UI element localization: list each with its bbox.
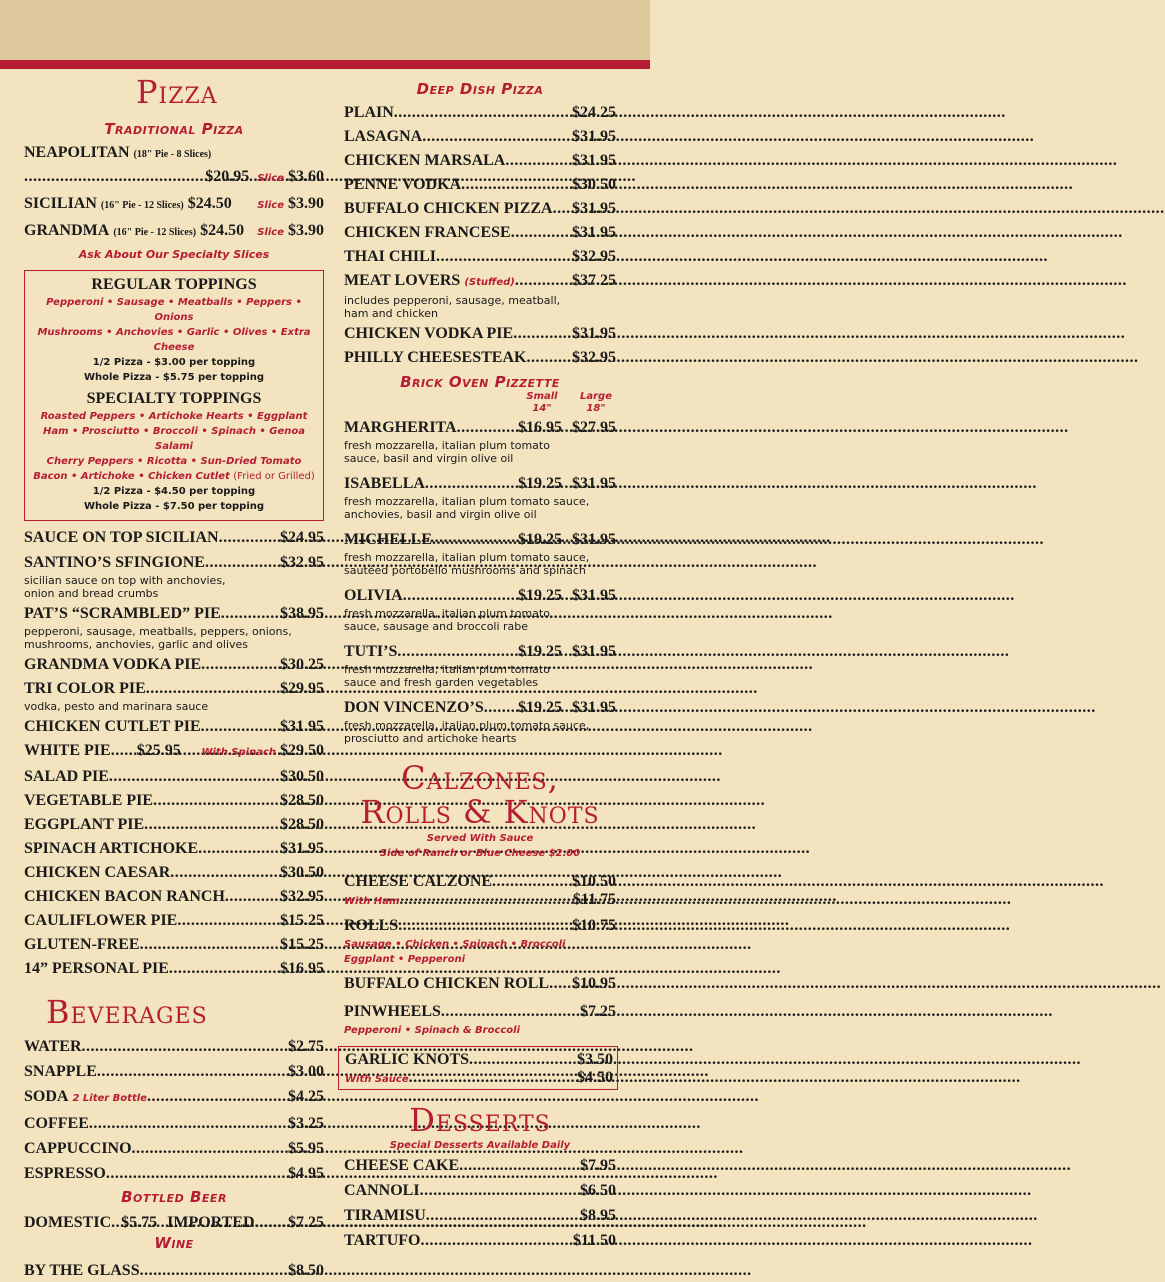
list-item bbox=[24, 958, 324, 980]
beverages-title: Beverages bbox=[46, 993, 208, 1031]
list-item bbox=[24, 678, 324, 713]
item-desc: fresh mozzarella, italian plum tomato sauce, sautéed portobello mushrooms and spinach bbox=[344, 551, 590, 577]
small-price: $19.25 bbox=[518, 587, 562, 604]
large-price: $31.95 bbox=[572, 643, 616, 660]
slice-price: $3.90 bbox=[288, 222, 324, 239]
large-label: Large bbox=[580, 391, 612, 402]
item-name: CHEESE CAKE bbox=[344, 1157, 460, 1174]
item-price: $11.50 bbox=[572, 1232, 616, 1249]
desserts-title: Desserts bbox=[409, 1101, 551, 1139]
large-size-header bbox=[576, 391, 616, 415]
wine-title: Wine bbox=[154, 1234, 194, 1252]
item-name: PHILLY CHEESESTEAK bbox=[344, 349, 527, 366]
specialty-toppings-title: SPECIALTY TOPPINGS bbox=[86, 390, 262, 407]
pizza-title: Pizza bbox=[136, 73, 218, 111]
list-item bbox=[344, 585, 616, 633]
list-item bbox=[24, 603, 324, 651]
item-name: SAUCE ON TOP SICILIAN bbox=[24, 529, 219, 546]
item-desc: fresh mozzarella, italian plum tomato sauce, basil and virgin olive oil bbox=[344, 439, 550, 465]
item-price: $7.25 bbox=[580, 1003, 616, 1020]
item-name: GRANDMA VODKA PIE bbox=[24, 656, 202, 673]
soda-item bbox=[24, 1086, 324, 1110]
specialty-whole-price: Whole Pizza - $7.50 per topping bbox=[83, 501, 265, 512]
item-price: $32.95 bbox=[572, 248, 616, 265]
desserts-note: Special Desserts Available Daily bbox=[389, 1140, 571, 1151]
item-name: WHITE PIE bbox=[24, 742, 111, 759]
list-item bbox=[24, 862, 324, 884]
list-item bbox=[344, 174, 616, 196]
item-price: $3.25 bbox=[288, 1115, 324, 1132]
list-item bbox=[344, 323, 616, 345]
item-desc: pepperoni, sausage, meatballs, peppers, onions, mushrooms, anchovies, garlic and olives bbox=[24, 625, 292, 651]
list-item bbox=[24, 1061, 324, 1083]
item-name: WATER bbox=[24, 1038, 82, 1055]
item-price: $32.95 bbox=[280, 888, 324, 905]
regular-toppings-title: REGULAR TOPPINGS bbox=[91, 276, 257, 293]
item-name: BUFFALO CHICKEN ROLL bbox=[344, 975, 550, 992]
item-name: TARTUFO bbox=[344, 1232, 421, 1249]
item-price: $15.25 bbox=[280, 936, 324, 953]
item-price: $2.75 bbox=[288, 1038, 324, 1055]
specialty-toppings-line bbox=[29, 469, 319, 484]
list-item bbox=[24, 814, 324, 836]
toppings-box bbox=[24, 270, 324, 521]
item-name: DON VINCENZO’S bbox=[344, 699, 484, 716]
item-name: MEAT LOVERS bbox=[344, 272, 461, 289]
item-price: $24.50 bbox=[187, 195, 232, 212]
imported-price: $7.25 bbox=[288, 1214, 324, 1231]
toppings-note: (Fried or Grilled) bbox=[233, 471, 315, 482]
item-price: $31.95 bbox=[572, 152, 616, 169]
list-item bbox=[24, 716, 324, 738]
slice-price: $3.60 bbox=[288, 168, 324, 185]
specialty-toppings-line: Ham • Prosciutto • Broccoli • Spinach • Genoa Salami bbox=[42, 426, 306, 452]
right-column bbox=[344, 80, 616, 1255]
grandma-item bbox=[24, 220, 324, 244]
slice-label: Slice bbox=[257, 173, 284, 184]
large-price: $31.95 bbox=[572, 475, 616, 492]
calzones-title-line1: Calzones, bbox=[401, 759, 559, 797]
item-name: SODA bbox=[24, 1088, 69, 1105]
list-item bbox=[24, 552, 324, 600]
list-item bbox=[24, 838, 324, 860]
item-price: $31.95 bbox=[572, 200, 616, 217]
pinwheels-item bbox=[344, 1001, 616, 1038]
item-name: COFFEE bbox=[24, 1115, 89, 1132]
item-name: THAI CHILI bbox=[344, 248, 437, 265]
list-item bbox=[344, 102, 616, 124]
item-name: CHICKEN VODKA PIE bbox=[344, 325, 514, 342]
item-price: $32.95 bbox=[572, 349, 616, 366]
item-name: TRI COLOR PIE bbox=[24, 680, 146, 697]
regular-toppings-line: Mushrooms • Anchovies • Garlic • Olives • Extra Cheese bbox=[37, 327, 311, 353]
item-price: $4.95 bbox=[288, 1165, 324, 1182]
item-price: $3.00 bbox=[288, 1063, 324, 1080]
domestic-price: $5.75 bbox=[121, 1214, 158, 1231]
item-price: $30.50 bbox=[280, 768, 324, 785]
item-name: PAT’S “SCRAMBLED” PIE bbox=[24, 605, 221, 622]
item-desc: fresh mozzarella, italian plum tomato sauce, sausage and broccoli rabe bbox=[344, 607, 550, 633]
pizzette-title: Brick Oven Pizzette bbox=[400, 373, 560, 391]
list-item bbox=[344, 417, 616, 465]
item-name: CHICKEN CAESAR bbox=[24, 864, 171, 881]
small-price: $19.25 bbox=[518, 475, 562, 492]
item-price: $37.25 bbox=[572, 272, 616, 289]
slice-price: $3.90 bbox=[288, 195, 324, 212]
list-item bbox=[344, 1180, 616, 1202]
item-name: BY THE GLASS bbox=[24, 1262, 140, 1279]
meat-lovers-item bbox=[344, 270, 616, 320]
item-name: EGGPLANT PIE bbox=[24, 816, 145, 833]
traditional-pizza-title: Traditional Pizza bbox=[104, 120, 244, 138]
item-price: $15.25 bbox=[280, 912, 324, 929]
item-desc: includes pepperoni, sausage, meatball, ham and chicken bbox=[344, 294, 561, 320]
list-item bbox=[24, 910, 324, 932]
deep-dish-list bbox=[344, 102, 616, 369]
side-of-ranch: Side of Ranch or Blue Cheese $2.00 bbox=[379, 848, 581, 859]
cheese-calzone-item bbox=[344, 871, 616, 909]
item-price: $3.50 bbox=[577, 1051, 613, 1068]
calzones-title bbox=[344, 761, 616, 829]
item-name: CANNOLI bbox=[344, 1182, 420, 1199]
with-label: With Ham bbox=[344, 896, 400, 907]
extra-label: With Spinach bbox=[201, 747, 276, 758]
list-item bbox=[344, 641, 616, 689]
small-size-header bbox=[522, 391, 562, 415]
item-price: $28.50 bbox=[280, 792, 324, 809]
toppings-text: Bacon • Artichoke • Chicken Cutlet bbox=[33, 471, 230, 482]
rolls-options: Sausage • Chicken • Spinach • Broccoli bbox=[344, 939, 566, 950]
garlic-knots-box bbox=[338, 1046, 618, 1090]
list-item bbox=[24, 1138, 324, 1160]
specialty-half-price: 1/2 Pizza - $4.50 per topping bbox=[92, 486, 256, 497]
list-item bbox=[24, 886, 324, 908]
item-name: PLAIN bbox=[344, 104, 394, 121]
item-name: 14” PERSONAL PIE bbox=[24, 960, 169, 977]
item-name: MARGHERITA bbox=[344, 419, 457, 436]
sicilian-item bbox=[24, 193, 324, 217]
regular-toppings-line: Pepperoni • Sausage • Meatballs • Peppers • Onions bbox=[46, 297, 302, 323]
item-name: ISABELLA bbox=[344, 475, 425, 492]
item-name: MICHELLE bbox=[344, 531, 433, 548]
list-item bbox=[344, 1230, 616, 1252]
item-price: $30.50 bbox=[280, 864, 324, 881]
bottled-beer-title: Bottled Beer bbox=[121, 1188, 227, 1206]
item-name: SALAD PIE bbox=[24, 768, 109, 785]
with-price: $11.75 bbox=[572, 891, 616, 908]
list-item bbox=[24, 934, 324, 956]
item-name: LASAGNA bbox=[344, 128, 423, 145]
top-band bbox=[0, 0, 650, 60]
calzones-list bbox=[344, 871, 616, 1090]
item-name: TIRAMISU bbox=[344, 1207, 426, 1224]
list-item bbox=[344, 150, 616, 172]
specialty-slices-note: Ask About Our Specialty Slices bbox=[78, 248, 270, 261]
list-item bbox=[24, 1036, 324, 1058]
item-price: $31.95 bbox=[572, 224, 616, 241]
item-name: ROLLS bbox=[344, 917, 399, 934]
specialty-pies-list bbox=[24, 527, 324, 980]
small-size: 14" bbox=[532, 403, 552, 414]
list-item bbox=[24, 527, 324, 549]
served-with-sauce: Served With Sauce bbox=[426, 833, 534, 844]
list-item bbox=[344, 473, 616, 521]
left-column bbox=[24, 74, 324, 1282]
small-price: $16.95 bbox=[518, 419, 562, 436]
item-size: (18" Pie - 8 Slices) bbox=[133, 149, 212, 160]
item-price: $29.95 bbox=[280, 680, 324, 697]
item-name: CAPPUCCINO bbox=[24, 1140, 132, 1157]
large-size: 18" bbox=[586, 403, 606, 414]
item-price: $31.95 bbox=[280, 840, 324, 857]
list-item bbox=[344, 198, 616, 220]
item-name: CAULIFLOWER PIE bbox=[24, 912, 178, 929]
domestic-label: DOMESTIC bbox=[24, 1214, 112, 1231]
buffalo-roll-item bbox=[344, 973, 616, 995]
wine-item bbox=[24, 1260, 324, 1282]
large-price: $27.95 bbox=[572, 419, 616, 436]
item-name: ESPRESSO bbox=[24, 1165, 106, 1182]
item-price: $38.95 bbox=[280, 605, 324, 622]
item-name: SANTINO’S SFINGIONE bbox=[24, 554, 205, 571]
with-price: $4.50 bbox=[577, 1069, 613, 1086]
item-name: CHICKEN FRANCESE bbox=[344, 224, 511, 241]
large-price: $31.95 bbox=[572, 531, 616, 548]
desserts-list bbox=[344, 1155, 616, 1252]
regular-half-price: 1/2 Pizza - $3.00 per topping bbox=[92, 357, 256, 368]
item-name: CHICKEN CUTLET PIE bbox=[24, 718, 201, 735]
pizzette-size-headers bbox=[344, 391, 616, 417]
item-price: $25.95 bbox=[136, 742, 181, 759]
small-label: Small bbox=[526, 391, 558, 402]
item-name: BUFFALO CHICKEN PIZZA bbox=[344, 200, 553, 217]
item-name: VEGETABLE PIE bbox=[24, 792, 154, 809]
item-size: (16" Pie - 12 Slices) bbox=[100, 200, 184, 211]
white-pie-item bbox=[24, 740, 324, 764]
list-item bbox=[344, 126, 616, 148]
pizzette-list bbox=[344, 417, 616, 745]
list-item bbox=[344, 529, 616, 577]
item-price: $10.75 bbox=[572, 917, 616, 934]
list-item bbox=[344, 347, 616, 369]
with-label: With Sauce bbox=[345, 1074, 409, 1085]
rolls-item bbox=[344, 915, 616, 967]
item-price: $16.95 bbox=[280, 960, 324, 977]
item-desc: fresh mozzarella, italian plum tomato sauce and fresh garden vegetables bbox=[344, 663, 550, 689]
item-price: $6.50 bbox=[580, 1182, 616, 1199]
item-price: $24.50 bbox=[200, 222, 245, 239]
item-price: $10.95 bbox=[572, 975, 616, 992]
item-price: $24.95 bbox=[280, 529, 324, 546]
small-price: $19.25 bbox=[518, 531, 562, 548]
item-price: $4.25 bbox=[288, 1088, 324, 1105]
item-name: GRANDMA bbox=[24, 222, 110, 239]
list-item bbox=[24, 654, 324, 676]
large-price: $31.95 bbox=[572, 699, 616, 716]
list-item bbox=[24, 1163, 324, 1185]
list-item bbox=[344, 1205, 616, 1227]
item-price: $7.95 bbox=[580, 1157, 616, 1174]
list-item bbox=[344, 697, 616, 745]
item-name: GARLIC KNOTS bbox=[345, 1051, 470, 1068]
item-name: CHICKEN MARSALA bbox=[344, 152, 506, 169]
top-stripe bbox=[0, 60, 650, 69]
item-name: SICILIAN bbox=[24, 195, 97, 212]
beverages-list bbox=[24, 1036, 324, 1185]
slice-label: Slice bbox=[257, 200, 284, 211]
item-desc: fresh mozzarella, italian plum tomato sauce, anchovies, basil and virgin olive oil bbox=[344, 495, 590, 521]
regular-whole-price: Whole Pizza - $5.75 per topping bbox=[83, 372, 265, 383]
specialty-toppings-line: Cherry Peppers • Ricotta • Sun-Dried Tomato bbox=[46, 456, 302, 467]
specialty-toppings-line: Roasted Peppers • Artichoke Hearts • Eggplant bbox=[40, 411, 308, 422]
list-item bbox=[24, 790, 324, 812]
item-name: CHEESE CALZONE bbox=[344, 873, 493, 890]
rolls-options: Eggplant • Pepperoni bbox=[344, 954, 466, 965]
item-name: SPINACH ARTICHOKE bbox=[24, 840, 199, 857]
item-tag: (Stuffed) bbox=[464, 277, 515, 288]
item-price: $32.95 bbox=[280, 554, 324, 571]
item-price: $10.50 bbox=[572, 873, 616, 890]
item-desc: vodka, pesto and marinara sauce bbox=[24, 700, 209, 713]
item-name: PINWHEELS bbox=[344, 1003, 441, 1020]
small-price: $19.25 bbox=[518, 643, 562, 660]
list-item bbox=[24, 1113, 324, 1135]
list-item bbox=[344, 222, 616, 244]
slice-label: Slice bbox=[257, 227, 284, 238]
item-price: $20.95 bbox=[205, 168, 250, 185]
item-name: OLIVIA bbox=[344, 587, 403, 604]
item-price: $30.50 bbox=[572, 176, 616, 193]
large-price: $31.95 bbox=[572, 587, 616, 604]
item-name: NEAPOLITAN bbox=[24, 144, 130, 161]
list-item bbox=[344, 1155, 616, 1177]
pinwheels-options: Pepperoni • Spinach & Broccoli bbox=[344, 1025, 521, 1036]
item-price: $30.25 bbox=[280, 656, 324, 673]
imported-label: IMPORTED bbox=[167, 1214, 255, 1231]
item-name: GLUTEN-FREE bbox=[24, 936, 140, 953]
item-size: (16" Pie - 12 Slices) bbox=[113, 227, 197, 238]
item-price: $31.95 bbox=[280, 718, 324, 735]
item-price: $28.50 bbox=[280, 816, 324, 833]
deep-dish-title: Deep Dish Pizza bbox=[416, 80, 544, 98]
item-price: $31.95 bbox=[572, 128, 616, 145]
item-desc: fresh mozzarella, italian plum tomato sauce, prosciutto and artichoke hearts bbox=[344, 719, 590, 745]
item-name: TUTI’S bbox=[344, 643, 398, 660]
item-name: CHICKEN BACON RANCH bbox=[24, 888, 225, 905]
list-item bbox=[344, 246, 616, 268]
small-price: $19.25 bbox=[518, 699, 562, 716]
list-item bbox=[24, 766, 324, 788]
beer-item bbox=[24, 1212, 324, 1234]
item-price: $8.50 bbox=[288, 1262, 324, 1279]
item-note: 2 Liter Bottle bbox=[72, 1093, 147, 1104]
item-name: PENNE VODKA bbox=[344, 176, 462, 193]
item-desc: sicilian sauce on top with anchovies, onion and bread crumbs bbox=[24, 574, 226, 600]
neapolitan-item bbox=[24, 142, 324, 190]
item-price: $31.95 bbox=[572, 325, 616, 342]
calzones-title-line2: Rolls & Knots bbox=[360, 793, 600, 831]
item-price: $5.95 bbox=[288, 1140, 324, 1157]
item-price: $24.25 bbox=[572, 104, 616, 121]
item-price: $8.95 bbox=[580, 1207, 616, 1224]
item-name: SNAPPLE bbox=[24, 1063, 97, 1080]
extra-price: $29.50 bbox=[280, 742, 324, 759]
